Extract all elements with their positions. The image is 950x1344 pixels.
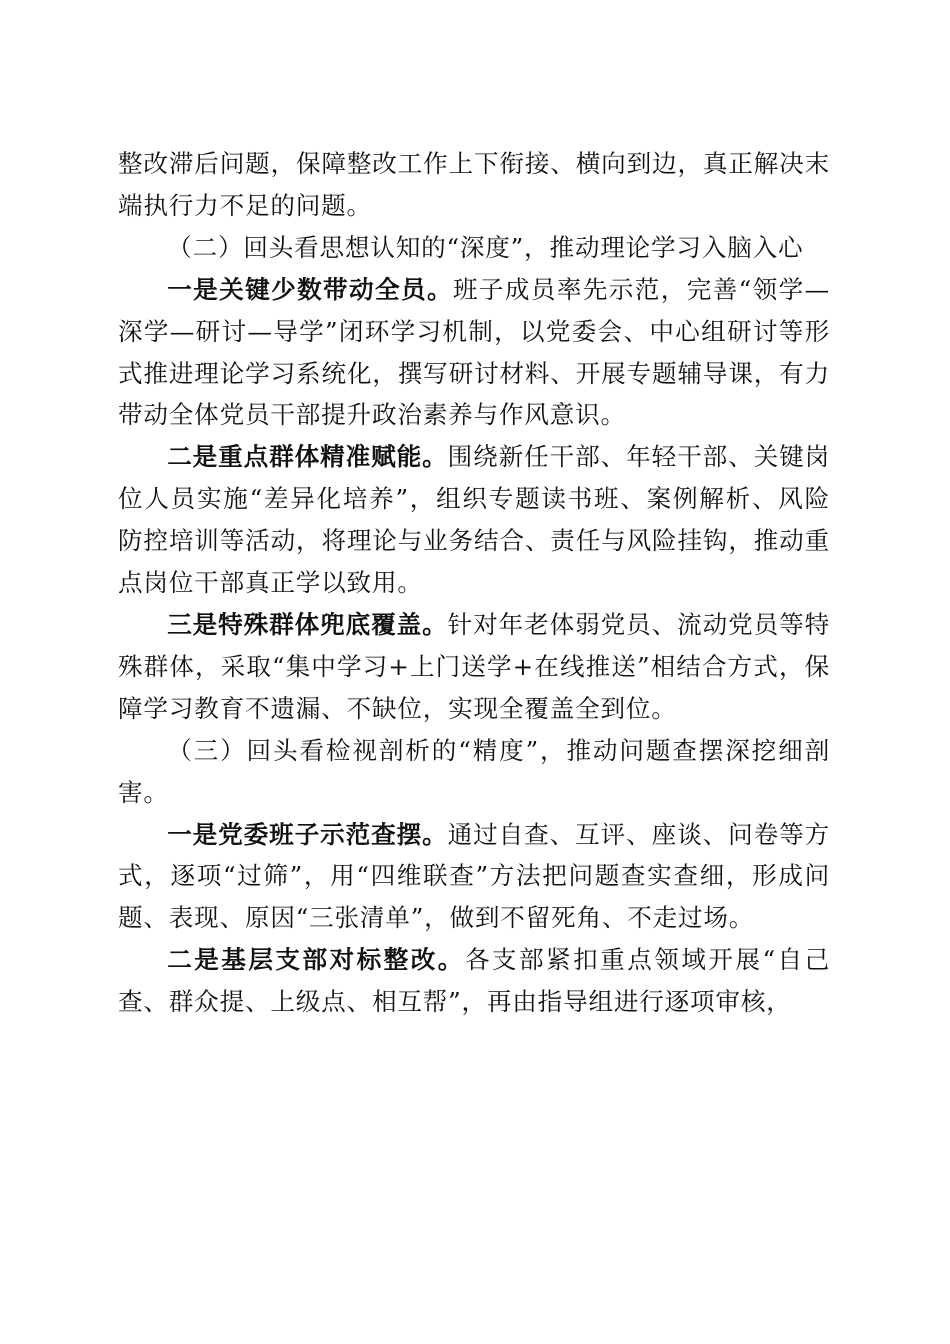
paragraph-lead: 二是基层支部对标整改。 xyxy=(167,945,465,975)
paragraph-text: 班子成员率先示范，完善“领学—深学—研讨—导学”闭环学习机制，以党委会、中心组研讨等形式推进理论学习系统化，撰写研讨材料、开展专题辅导课，有力带动全体党员干部提升政治素养与作风意识。 xyxy=(118,274,830,430)
paragraph-lead: 二是重点群体精准赋能。 xyxy=(167,442,448,472)
paragraph-lead: 三是特殊群体兜底覆盖。 xyxy=(167,609,448,639)
paragraph-special-groups xyxy=(118,604,830,730)
paragraph-lead: 一是党委班子示范查摆。 xyxy=(167,819,448,849)
paragraph-text: 针对年老体弱党员、流动党员等特殊群体，采取“集中学习+上门送学+在线推送”相结合方式，保障学习教育不遗漏、不缺位，实现全覆盖全到位。 xyxy=(118,609,830,723)
paragraph-text: 整改滞后问题，保障整改工作上下衔接、横向到边，真正解决末端执行力不足的问题。 xyxy=(118,149,830,220)
heading-text: （三）回头看检视剖析的“精度”，推动问题查摆深挖细剖害。 xyxy=(118,735,830,807)
paragraph-lead: 一是关键少数带动全员。 xyxy=(167,274,453,304)
paragraph-key-minority xyxy=(118,269,830,437)
paragraph-text: 围绕新任干部、年轻干部、关键岗位人员实施“差异化培养”，组织专题读书班、案例解析、风险防控培训等活动，将理论与业务结合、责任与风险挂钩，推动重点岗位干部真正学以致用。 xyxy=(118,442,830,598)
paragraph-continuation xyxy=(118,143,830,227)
section-heading-2 xyxy=(118,227,830,269)
document-body xyxy=(118,143,830,1023)
section-heading-3 xyxy=(118,730,830,814)
paragraph-text: 各支部紧扣重点领域开展“自己查、群众提、上级点、相互帮”，再由指导组进行逐项审核， xyxy=(118,945,830,1017)
paragraph-party-committee xyxy=(118,814,830,940)
paragraph-text: 通过自查、互评、座谈、问卷等方式，逐项“过筛”，用“四维联查”方法把问题查实查细，形成问题、表现、原因“三张清单”，做到不留死角、不走过场。 xyxy=(118,819,830,933)
paragraph-grassroots-branch xyxy=(118,939,830,1023)
paragraph-key-groups xyxy=(118,436,830,604)
heading-text: （二）回头看思想认知的“深度”，推动理论学习入脑入心 xyxy=(167,232,804,262)
